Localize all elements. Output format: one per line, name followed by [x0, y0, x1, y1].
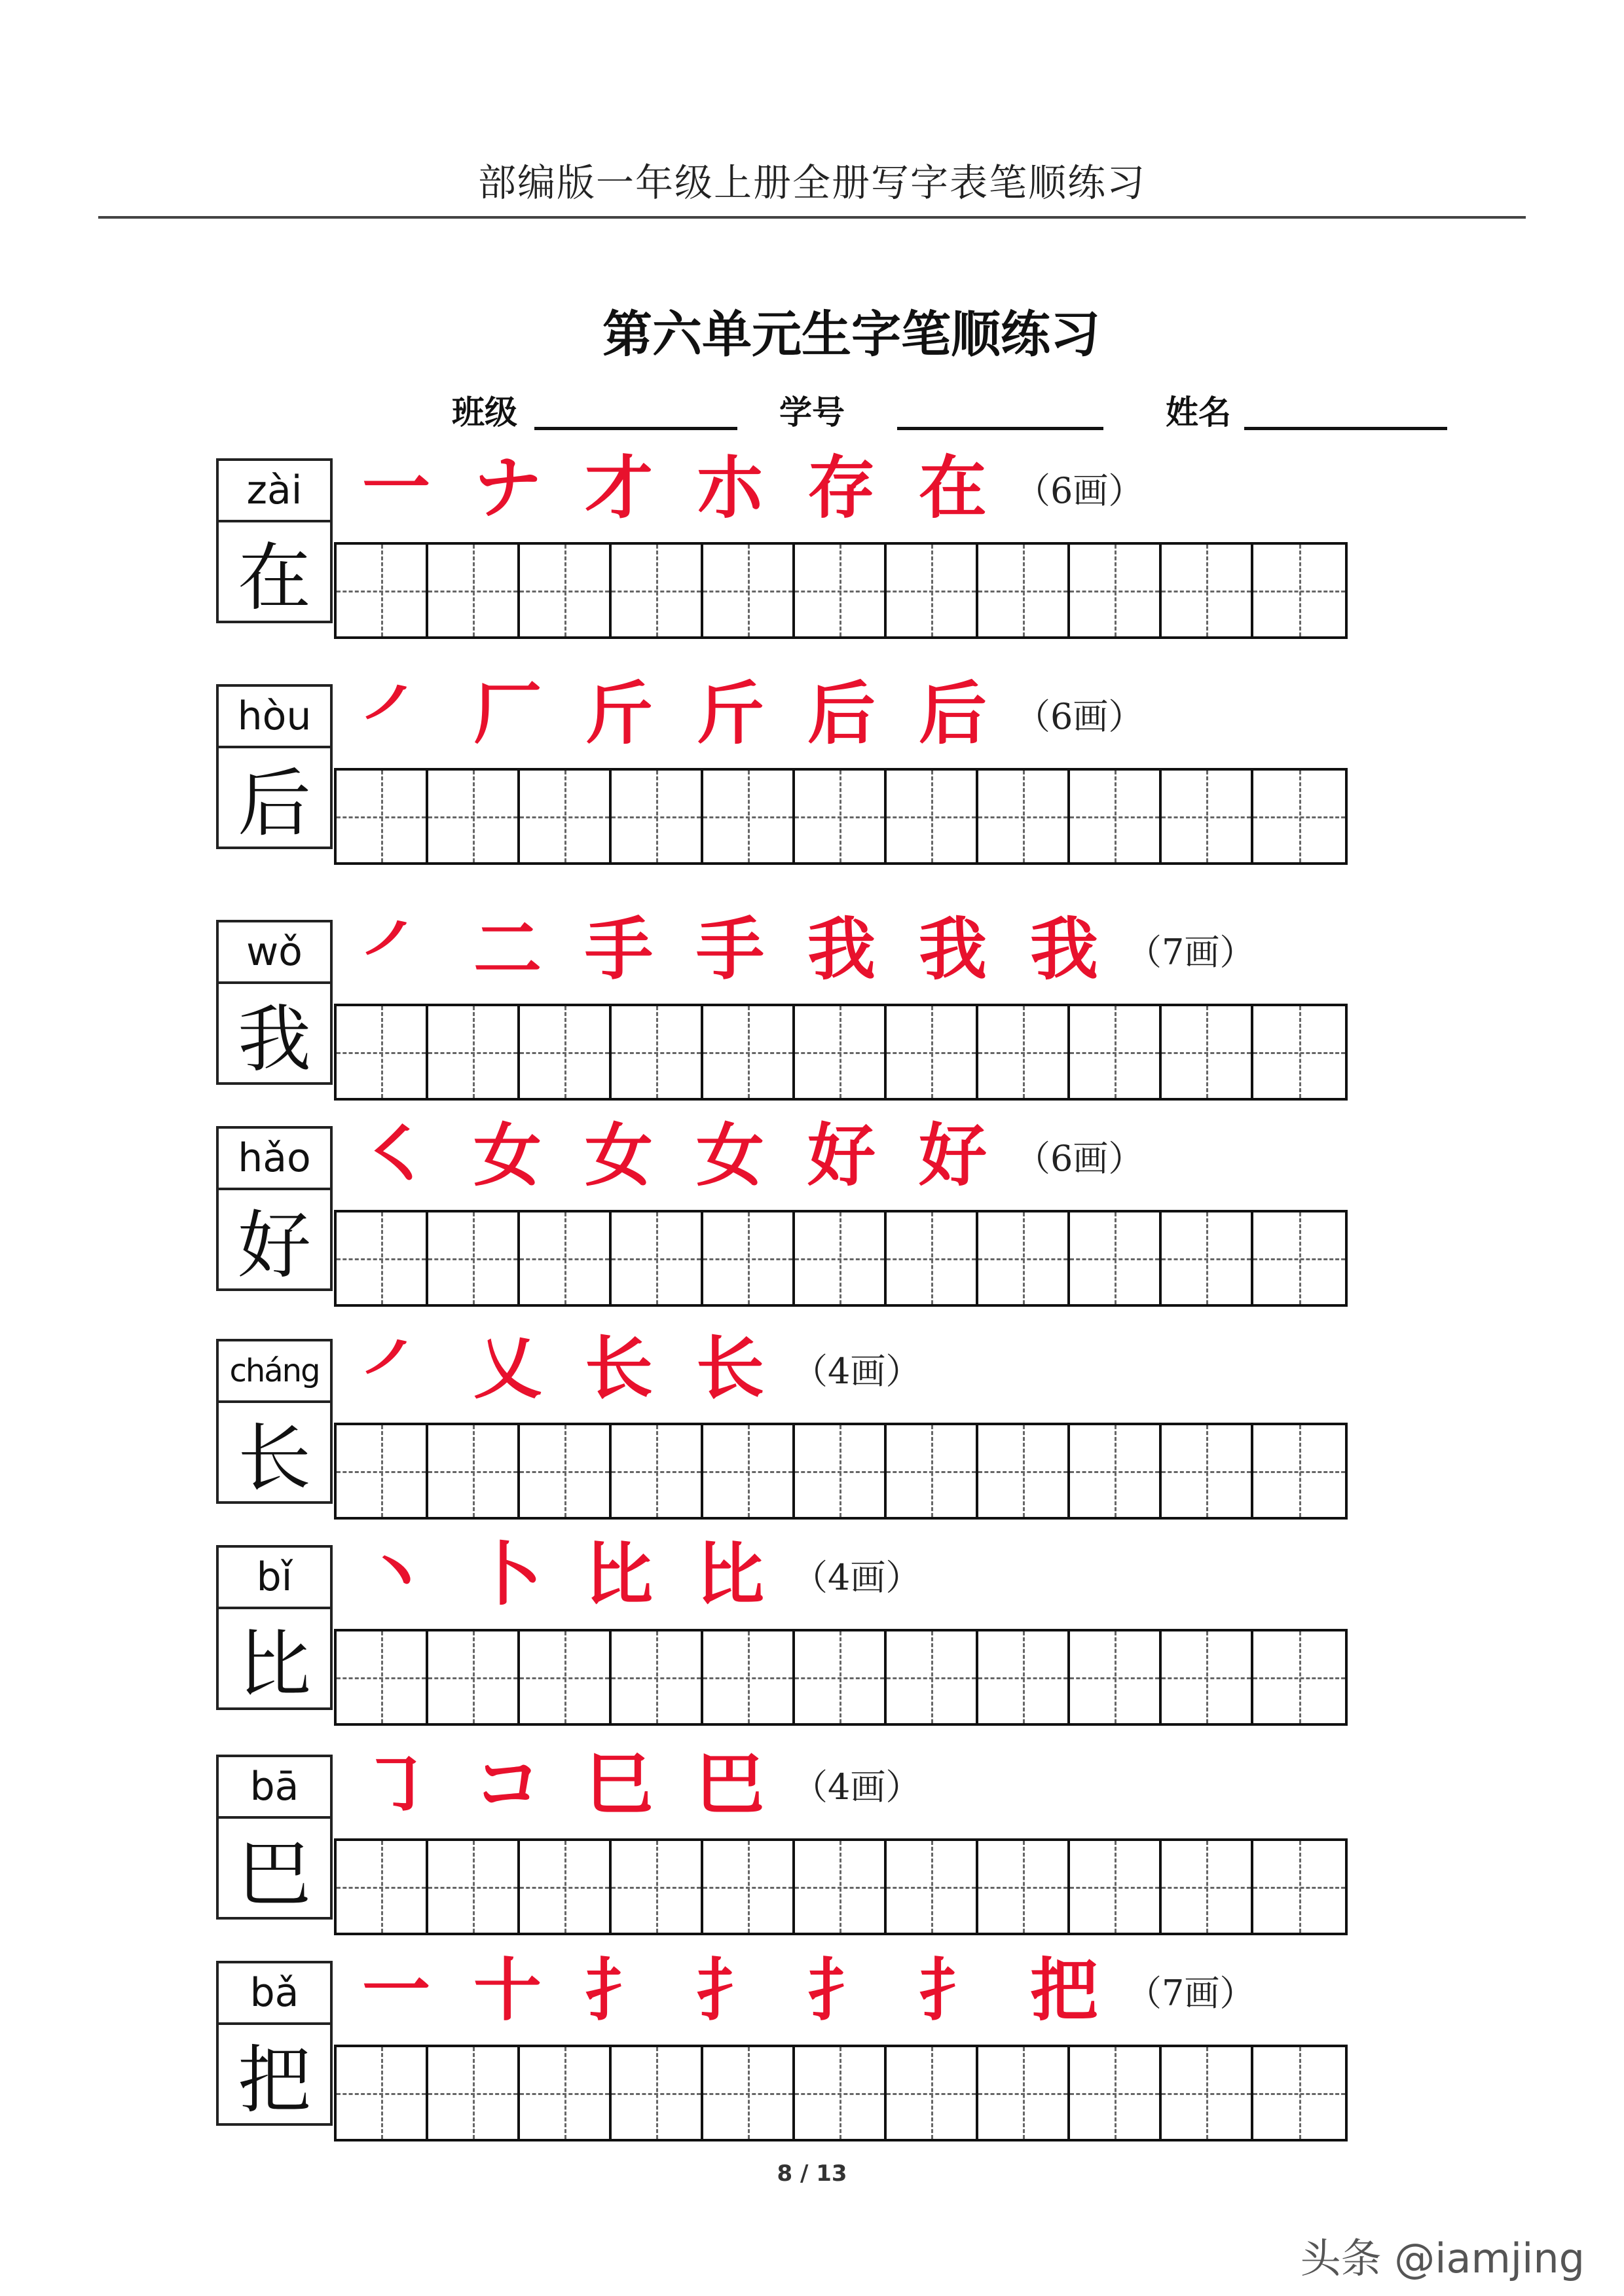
- writing-grid: [334, 2045, 1348, 2141]
- stroke-step: 一: [361, 1950, 430, 2030]
- stroke-step: 比: [695, 1535, 764, 1614]
- character-label-box: [216, 1126, 333, 1291]
- name-label: 姓名: [1166, 393, 1231, 431]
- stroke-count: （4画）: [792, 1766, 921, 1808]
- tian-zi-cell[interactable]: [520, 771, 612, 862]
- hanzi-character: 巴: [238, 1831, 311, 1917]
- stroke-step: 长: [695, 1328, 764, 1408]
- tian-zi-cell[interactable]: [612, 1212, 703, 1304]
- character-label-box: [216, 458, 333, 623]
- writing-grid: [334, 1838, 1348, 1935]
- class-label: 班级: [452, 393, 517, 431]
- tian-zi-cell[interactable]: [1253, 1212, 1345, 1304]
- tian-zi-cell[interactable]: [703, 1425, 795, 1517]
- stroke-step: 二: [473, 909, 542, 989]
- stroke-step: 我: [918, 909, 987, 989]
- stroke-step: 后: [807, 674, 876, 754]
- tian-zi-cell[interactable]: [978, 1631, 1070, 1723]
- stroke-count: （4画）: [792, 1350, 921, 1392]
- student-number-field-line[interactable]: [897, 427, 1103, 430]
- tian-zi-cell[interactable]: [978, 1425, 1070, 1517]
- tian-zi-cell[interactable]: [795, 2047, 887, 2139]
- stroke-step: 我: [1029, 909, 1098, 989]
- stroke-step: 扌: [584, 1950, 653, 2030]
- pinyin: bǎ: [219, 1963, 330, 2025]
- stroke-count: （7画）: [1126, 931, 1255, 973]
- stroke-step: 后: [918, 674, 987, 754]
- hanzi-character: 长: [238, 1415, 311, 1501]
- stroke-step: ㇒: [361, 1328, 430, 1408]
- tian-zi-cell[interactable]: [703, 1212, 795, 1304]
- tian-zi-cell[interactable]: [1162, 1631, 1253, 1723]
- tian-zi-cell[interactable]: [978, 2047, 1070, 2139]
- stroke-step: ナ: [473, 448, 542, 528]
- stroke-step: 卜: [473, 1535, 542, 1614]
- character-label-box: [216, 1755, 333, 1920]
- tian-zi-cell[interactable]: [1070, 1425, 1162, 1517]
- watermark: 头条 @iamjing: [1300, 2234, 1585, 2282]
- stroke-order-sequence: [341, 1744, 921, 1824]
- tian-zi-cell[interactable]: [795, 1631, 887, 1723]
- stroke-order-sequence: [341, 1116, 1144, 1195]
- tian-zi-cell[interactable]: [337, 1212, 428, 1304]
- unit-title: 第六单元生字笔顺练习: [602, 305, 1100, 363]
- tian-zi-cell[interactable]: [612, 1006, 703, 1098]
- class-field-line[interactable]: [534, 427, 737, 430]
- tian-zi-cell[interactable]: [428, 1631, 520, 1723]
- stroke-order-sequence: [341, 1535, 921, 1614]
- stroke-count: （6画）: [1015, 695, 1144, 737]
- tian-zi-cell[interactable]: [428, 1212, 520, 1304]
- tian-zi-cell[interactable]: [337, 1006, 428, 1098]
- tian-zi-cell[interactable]: [703, 545, 795, 636]
- tian-zi-cell[interactable]: [887, 1631, 978, 1723]
- stroke-step: 巴: [695, 1744, 764, 1824]
- stroke-step: ㇒: [361, 674, 430, 754]
- tian-zi-cell[interactable]: [1253, 1841, 1345, 1933]
- page-number: 8 / 13: [777, 2160, 847, 2187]
- tian-zi-cell[interactable]: [795, 771, 887, 862]
- tian-zi-cell[interactable]: [1253, 545, 1345, 636]
- tian-zi-cell[interactable]: [1070, 1841, 1162, 1933]
- tian-zi-cell[interactable]: [795, 1006, 887, 1098]
- stroke-count: （7画）: [1126, 1972, 1255, 2014]
- tian-zi-cell[interactable]: [612, 1425, 703, 1517]
- tian-zi-cell[interactable]: [337, 1425, 428, 1517]
- pinyin: hòu: [219, 687, 330, 748]
- tian-zi-cell[interactable]: [978, 1212, 1070, 1304]
- tian-zi-cell[interactable]: [795, 1212, 887, 1304]
- stroke-count: （4画）: [792, 1556, 921, 1598]
- stroke-order-sequence: [341, 674, 1144, 754]
- stroke-order-sequence: [341, 909, 1255, 989]
- stroke-step: ㇒: [361, 909, 430, 989]
- tian-zi-cell[interactable]: [1070, 1631, 1162, 1723]
- stroke-step: ㇛: [361, 1116, 430, 1195]
- stroke-step: 朩: [695, 448, 764, 528]
- tian-zi-cell[interactable]: [1070, 1212, 1162, 1304]
- practice-row: [210, 1328, 1493, 1548]
- tian-zi-cell[interactable]: [887, 771, 978, 862]
- pinyin: bā: [219, 1757, 330, 1819]
- stroke-count: （6画）: [1015, 469, 1144, 511]
- tian-zi-cell[interactable]: [703, 1841, 795, 1933]
- stroke-order-sequence: [341, 1950, 1255, 2030]
- tian-zi-cell[interactable]: [978, 545, 1070, 636]
- hanzi-character: 比: [238, 1622, 311, 1707]
- name-field-line[interactable]: [1244, 427, 1447, 430]
- practice-row: [210, 674, 1493, 894]
- character-label-box: [216, 920, 333, 1085]
- practice-row: [210, 1744, 1493, 1964]
- practice-row: [210, 909, 1493, 1129]
- tian-zi-cell[interactable]: [703, 1631, 795, 1723]
- tian-zi-cell[interactable]: [795, 545, 887, 636]
- hanzi-character: 把: [238, 2037, 311, 2123]
- tian-zi-cell[interactable]: [1162, 1006, 1253, 1098]
- tian-zi-cell[interactable]: [428, 771, 520, 862]
- tian-zi-cell[interactable]: [887, 1006, 978, 1098]
- tian-zi-cell[interactable]: [337, 545, 428, 636]
- tian-zi-cell[interactable]: [1162, 1425, 1253, 1517]
- stroke-step: 才: [584, 448, 653, 528]
- hanzi-character: 后: [238, 761, 311, 847]
- stroke-step: 手: [695, 909, 764, 989]
- practice-row: [210, 1950, 1493, 2170]
- tian-zi-cell[interactable]: [1070, 2047, 1162, 2139]
- student-number-label: 学号: [779, 393, 845, 431]
- stroke-step: 我: [807, 909, 876, 989]
- tian-zi-cell[interactable]: [520, 2047, 612, 2139]
- writing-grid: [334, 1423, 1348, 1520]
- writing-grid: [334, 1210, 1348, 1307]
- stroke-step: 扌: [695, 1950, 764, 2030]
- stroke-step: 一: [361, 448, 430, 528]
- pinyin: zài: [219, 461, 330, 522]
- tian-zi-cell[interactable]: [1253, 1006, 1345, 1098]
- tian-zi-cell[interactable]: [1253, 771, 1345, 862]
- tian-zi-cell[interactable]: [612, 771, 703, 862]
- tian-zi-cell[interactable]: [1162, 2047, 1253, 2139]
- character-label-box: [216, 684, 333, 849]
- tian-zi-cell[interactable]: [337, 2047, 428, 2139]
- stroke-step: 斤: [695, 674, 764, 754]
- pinyin: wǒ: [219, 922, 330, 984]
- tian-zi-cell[interactable]: [428, 2047, 520, 2139]
- stroke-step: 十: [473, 1950, 542, 2030]
- stroke-step: 好: [807, 1116, 876, 1195]
- writing-grid: [334, 542, 1348, 639]
- practice-row: [210, 448, 1493, 668]
- tian-zi-cell[interactable]: [1070, 1006, 1162, 1098]
- tian-zi-cell[interactable]: [612, 1841, 703, 1933]
- tian-zi-cell[interactable]: [887, 1841, 978, 1933]
- tian-zi-cell[interactable]: [612, 1631, 703, 1723]
- stroke-step: ㇆: [361, 1744, 430, 1824]
- stroke-step: コ: [473, 1744, 542, 1824]
- hanzi-character: 在: [238, 535, 311, 621]
- tian-zi-cell[interactable]: [337, 1631, 428, 1723]
- tian-zi-cell[interactable]: [337, 1841, 428, 1933]
- tian-zi-cell[interactable]: [1253, 2047, 1345, 2139]
- stroke-count: （6画）: [1015, 1137, 1144, 1179]
- tian-zi-cell[interactable]: [1162, 1841, 1253, 1933]
- practice-row: [210, 1535, 1493, 1755]
- tian-zi-cell[interactable]: [1162, 771, 1253, 862]
- stroke-order-sequence: [341, 1328, 921, 1408]
- tian-zi-cell[interactable]: [612, 2047, 703, 2139]
- stroke-step: 巳: [584, 1744, 653, 1824]
- tian-zi-cell[interactable]: [428, 1006, 520, 1098]
- page-header-title: 部编版一年级上册全册写字表笔顺练习: [477, 160, 1146, 205]
- character-label-box: [216, 1961, 333, 2126]
- stroke-step: 手: [584, 909, 653, 989]
- tian-zi-cell[interactable]: [428, 1425, 520, 1517]
- stroke-step: 存: [807, 448, 876, 528]
- tian-zi-cell[interactable]: [703, 771, 795, 862]
- tian-zi-cell[interactable]: [337, 771, 428, 862]
- tian-zi-cell[interactable]: [887, 545, 978, 636]
- tian-zi-cell[interactable]: [887, 1212, 978, 1304]
- tian-zi-cell[interactable]: [887, 1425, 978, 1517]
- hanzi-character: 好: [238, 1203, 311, 1288]
- hanzi-character: 我: [238, 996, 311, 1082]
- writing-grid: [334, 1004, 1348, 1101]
- tian-zi-cell[interactable]: [1253, 1425, 1345, 1517]
- tian-zi-cell[interactable]: [1253, 1631, 1345, 1723]
- tian-zi-cell[interactable]: [978, 1006, 1070, 1098]
- practice-row: [210, 1116, 1493, 1336]
- stroke-step: 乂: [473, 1328, 542, 1408]
- tian-zi-cell[interactable]: [612, 545, 703, 636]
- character-label-box: [216, 1339, 333, 1504]
- tian-zi-cell[interactable]: [887, 2047, 978, 2139]
- pinyin: cháng: [219, 1341, 330, 1403]
- writing-grid: [334, 1629, 1348, 1726]
- tian-zi-cell[interactable]: [428, 1841, 520, 1933]
- tian-zi-cell[interactable]: [520, 1006, 612, 1098]
- header-rule: [98, 216, 1526, 219]
- stroke-step: 厂: [473, 674, 542, 754]
- stroke-step: 斤: [584, 674, 653, 754]
- writing-grid: [334, 768, 1348, 865]
- stroke-step: 比: [584, 1535, 653, 1614]
- tian-zi-cell[interactable]: [520, 545, 612, 636]
- tian-zi-cell[interactable]: [520, 1212, 612, 1304]
- stroke-step: 好: [918, 1116, 987, 1195]
- tian-zi-cell[interactable]: [703, 2047, 795, 2139]
- pinyin: hǎo: [219, 1129, 330, 1190]
- tian-zi-cell[interactable]: [1070, 771, 1162, 862]
- stroke-step: 长: [584, 1328, 653, 1408]
- stroke-step: 女: [584, 1116, 653, 1195]
- tian-zi-cell[interactable]: [703, 1006, 795, 1098]
- character-label-box: [216, 1545, 333, 1710]
- tian-zi-cell[interactable]: [428, 545, 520, 636]
- stroke-step: 女: [473, 1116, 542, 1195]
- tian-zi-cell[interactable]: [1162, 1212, 1253, 1304]
- pinyin: bǐ: [219, 1548, 330, 1609]
- tian-zi-cell[interactable]: [520, 1425, 612, 1517]
- stroke-order-sequence: [341, 448, 1144, 528]
- tian-zi-cell[interactable]: [520, 1631, 612, 1723]
- tian-zi-cell[interactable]: [978, 771, 1070, 862]
- stroke-step: 丶: [361, 1535, 430, 1614]
- stroke-step: 女: [695, 1116, 764, 1195]
- tian-zi-cell[interactable]: [520, 1841, 612, 1933]
- stroke-step: 扌: [918, 1950, 987, 2030]
- stroke-step: 把: [1029, 1950, 1098, 2030]
- stroke-step: 在: [918, 448, 987, 528]
- tian-zi-cell[interactable]: [795, 1425, 887, 1517]
- tian-zi-cell[interactable]: [1162, 545, 1253, 636]
- tian-zi-cell[interactable]: [978, 1841, 1070, 1933]
- stroke-step: 扌: [807, 1950, 876, 2030]
- tian-zi-cell[interactable]: [1070, 545, 1162, 636]
- tian-zi-cell[interactable]: [795, 1841, 887, 1933]
